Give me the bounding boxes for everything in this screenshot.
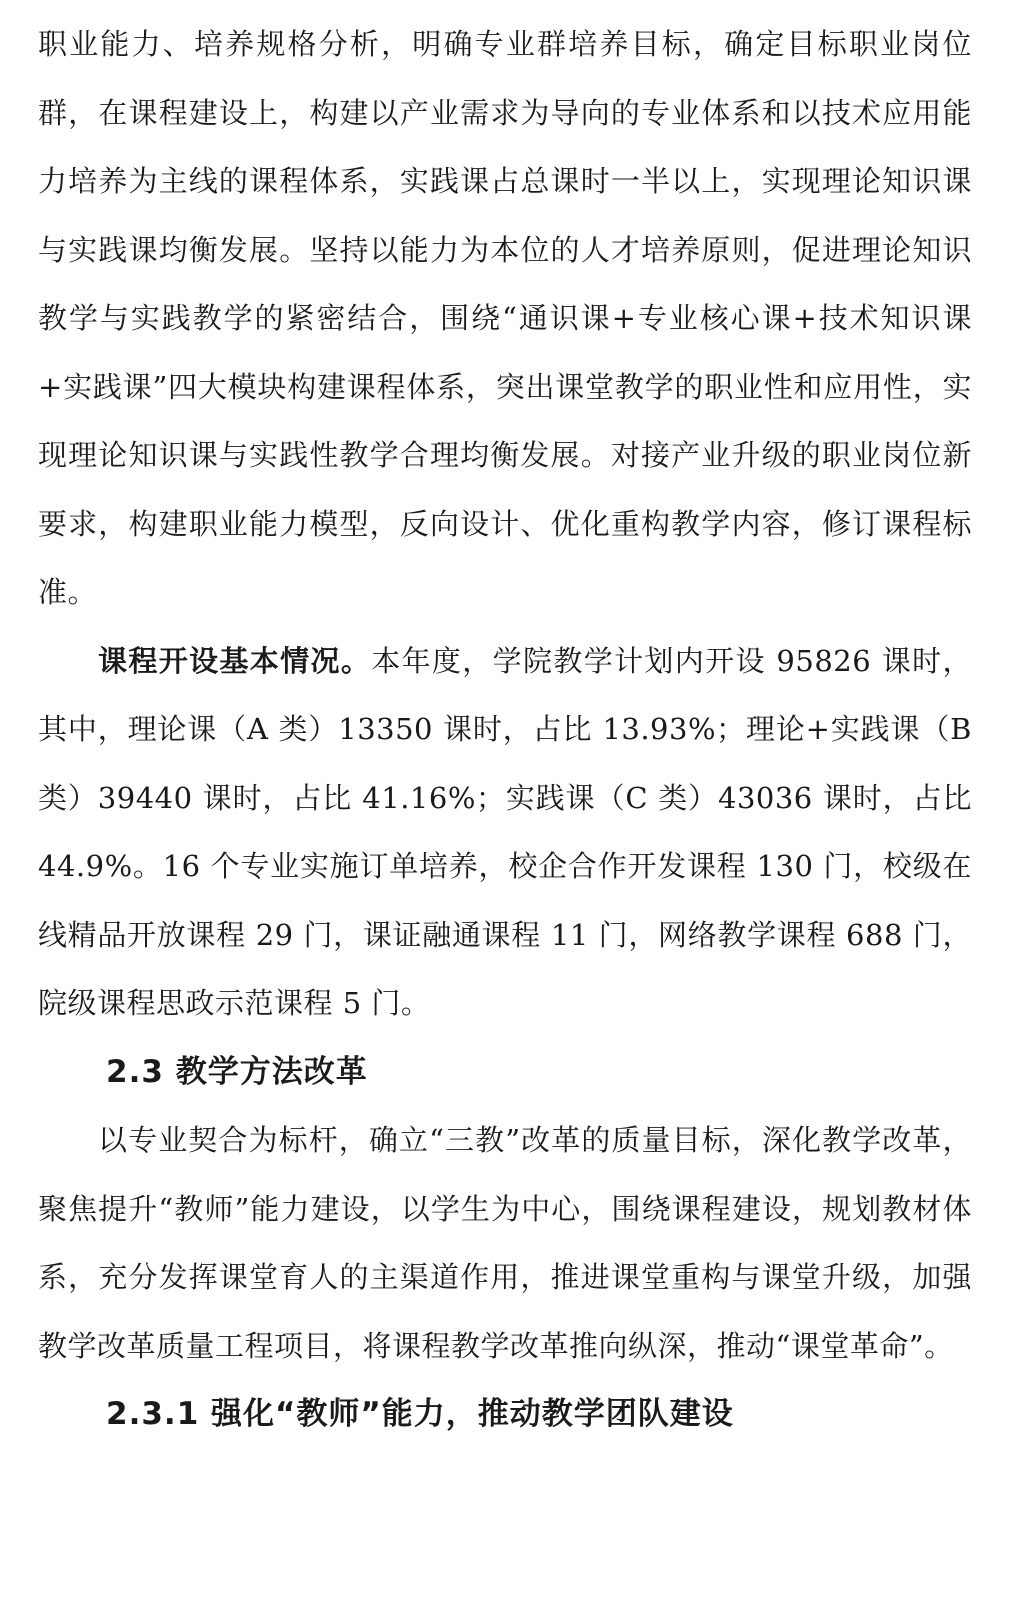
document-page — [38, 10, 972, 1449]
section-heading-2-3-1: 2.3.1 强化“教师”能力，推动教学团队建设 — [106, 1396, 734, 1432]
paragraph-lead-bold: 课程开设基本情况。 — [98, 643, 372, 678]
paragraph-body: 本年度，学院教学计划内开设 95826 课时，其中，理论课（A 类）13350 课时，占比 13.93%；理论+实践课（B 类）39440 课时，占比 41.16%；实践课（C 类）43036 课时，占比 44.9%。16 个专业实施订单培养，校企合作开发课程 130 门，校级在线精品开放课程 29 门，课证融通课程 11 门，网络教学课程 688 门，院级课程思政示范课程 5 门。 — [38, 643, 972, 1020]
paragraph-curriculum-system: 职业能力、培养规格分析，明确专业群培养目标，确定目标职业岗位群，在课程建设上，构建以产业需求为导向的专业体系和以技术应用能力培养为主线的课程体系，实践课占总课时一半以上，实现理论知识课与实践课均衡发展。坚持以能力为本位的人才培养原则，促进理论知识教学与实践教学的紧密结合，围绕“通识课+专业核心课+技术知识课+实践课”四大模块构建课程体系，突出课堂教学的职业性和应用性，实现理论知识课与实践性教学合理均衡发展。对接产业升级的职业岗位新要求，构建职业能力模型，反向设计、优化重构教学内容，修订课程标准。 — [38, 27, 972, 609]
paragraph-course-statistics — [38, 627, 972, 1038]
paragraph-teaching-reform: 以专业契合为标杆，确立“三教”改革的质量目标，深化教学改革，聚焦提升“教师”能力建设，以学生为中心，围绕课程建设，规划教材体系，充分发挥课堂育人的主渠道作用，推进课堂重构与课堂升级，加强教学改革质量工程项目，将课程教学改革推向纵深，推动“课堂革命”。 — [38, 1123, 972, 1363]
section-heading-2-3: 2.3 教学方法改革 — [106, 1053, 368, 1090]
